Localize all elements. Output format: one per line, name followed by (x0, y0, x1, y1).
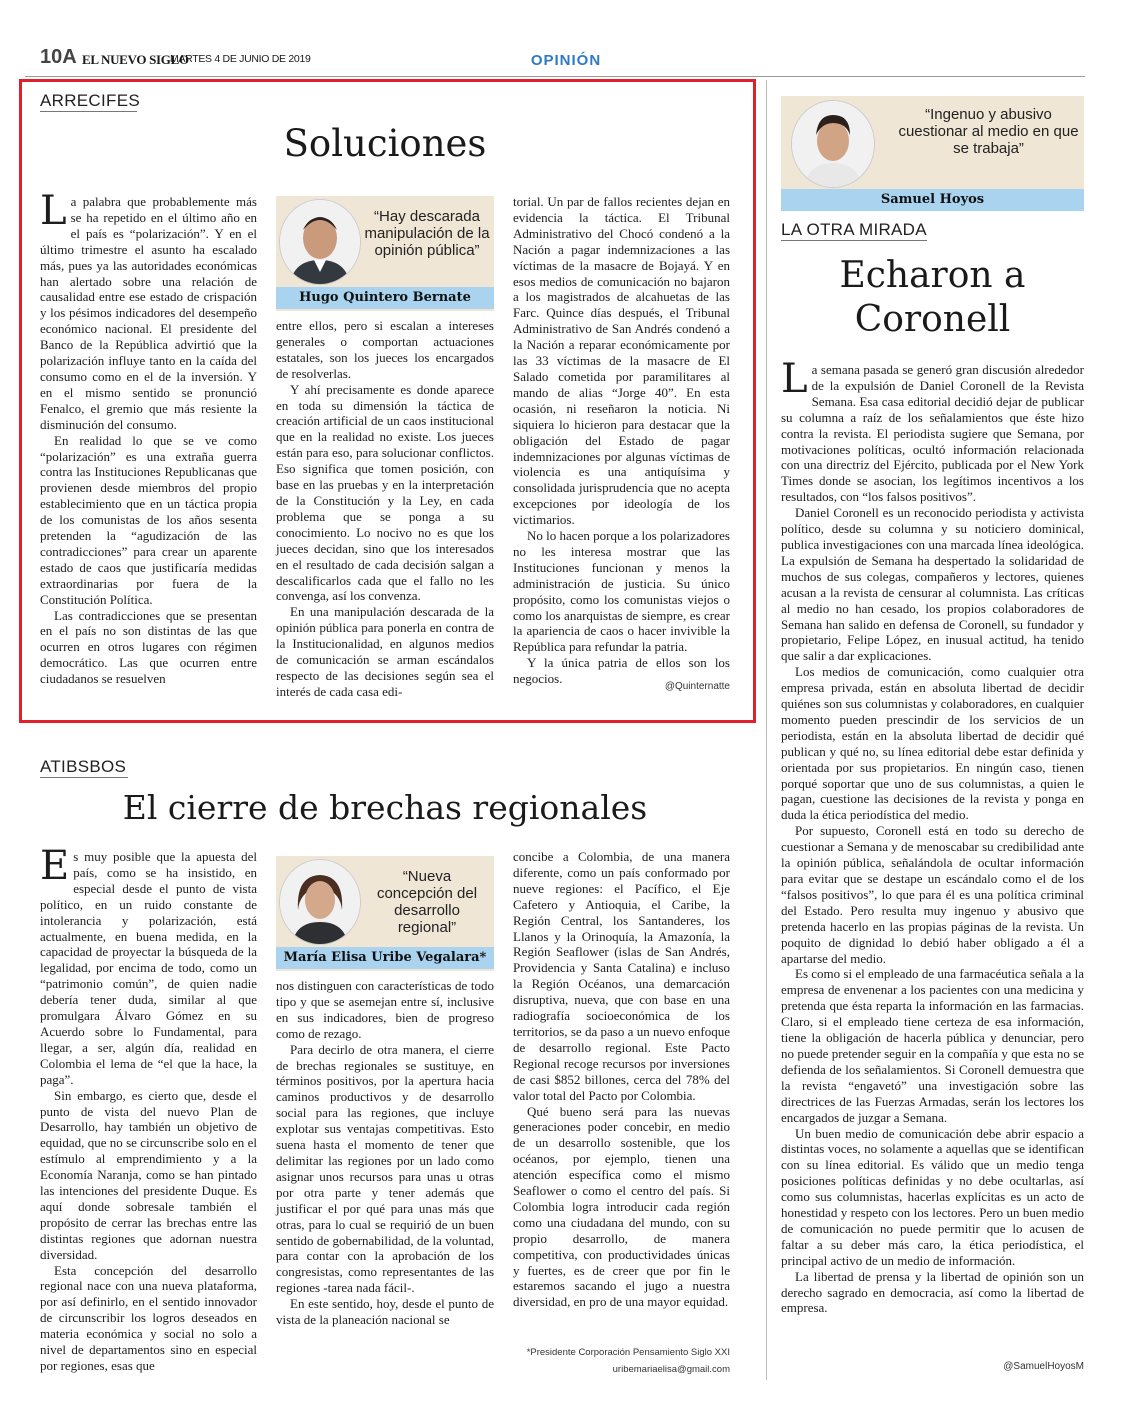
article2-author: María Elisa Uribe Vegalara* (276, 947, 494, 969)
article2-paragraph: Esta concepción del desarrollo regional nace con una nueva plataforma, por así definirlo, en el sentido innovador de circunscribir los logros deseados en materia económica y social no solo a nivel de departamentos sino en especial por regiones, esas que (40, 1262, 257, 1373)
article2-paragraph: s muy posible que la apuesta del país, como se ha insistido, en especial desde el punto de vista político, en un ruido constante de intolerancia y polarización, está actualmente, en buena medida, en la capacidad de proyectar la búsqueda de la legalidad, por encima de todo, como un “patrimonio común”, de quien nadie debería tener duda, similar al que promulgara Álvaro Gómez en su Acuerdo sobre lo Fundamental, para llegar, a ser, algún día, realidad en Colombia el lema de “el que la hace, la paga”. (40, 849, 257, 1087)
article2-paragraph: concibe a Colombia, de una manera diferente, como un país conformado por nueve regiones: el Pacífico, el Eje Cafetero y Antioquia, el Caribe, la Región Central, los Santanderes, los Llanos y la Orinoquía, la Amazonía, la Región Seaflower (islas de San Andrés, Providencia y Santa Catalina) e incluso la Región Océanos, una demarcación disruptiva, nueva, que con base en una radiografía socioeconómica de los territorios, se da paso a un nuevo enfoque de desarrollo regional. Este Pacto Regional recoge recursos por inversiones de casi $852 billones, cerca del 78% del valor total del Pacto por Colombia. (513, 849, 730, 1103)
article3-paragraph: La libertad de prensa y la libertad de opinión son un derecho sagrado en democracia, así como la libertad de empresa. (781, 1268, 1084, 1316)
author-portrait (279, 859, 361, 945)
article3-dropcap: L (781, 356, 808, 402)
article3-pull-quote: “Ingenuo y abusivo cuestionar al medio en que se trabaja” (898, 106, 1079, 157)
article1-paragraph: entre ellos, pero si escalan a intereses generales o comportan actuaciones estatales, son los jueces los encargados de resolverlas. (276, 318, 494, 381)
article3-paragraph: a semana pasada se generó gran discusión alrededor de la expulsión de Daniel Coronell de la Revista Semana. Esa casa editorial decidió dejar de publicar su columna a raíz de los señalamientos que éste hizo contra la revista. El periodista sugiere que Semana, por motivaciones políticas, ocultó información relacionada con una directriz del Ejército, publicada por el New York Times donde se asocian, los legítimos incentivos a los resultados, con “los falsos positivos”. (781, 362, 1084, 505)
article3-paragraph: Por supuesto, Coronell está en todo su derecho de cuestionar a Semana y de menoscabar su credibilidad ante la opinión pública, señalándola de ocultar información para evitar que se destape un escándalo como el de los “falsos positivos”, lo que para él es una política criminal del Estado. Pero resulta muy ingenuo y abusivo que pretenda hacerlo en las propias páginas de la revista. Un poquito de dignidad lo debió haber obligado a él a apartarse del medio. (781, 823, 1084, 966)
paper-name: EL NUEVO SIGLO (82, 52, 189, 67)
article3-handle: @SamuelHoyosM (1003, 1361, 1084, 1372)
author-portrait (279, 199, 361, 285)
article3-paragraph: Es como si el empleado de una farmacéutica señala a la empresa de envenenar a los pacientes con una medicina y pretenda que ésta reparta la información en las farmacias. Claro, si el empleado tiene certeza de esa información, tiene la obligación de hacerla pública y denunciar, pero no puede pretender seguir en la compañía y que esta no se defienda de los señalamientos. Si Coronell demuestra que la revista “engavetó” una investigación sobre las directrices de las Fuerzas Armadas, serán los lectores los encargados de juzgar a Semana. (781, 966, 1084, 1125)
article1-column-3 (513, 194, 730, 687)
article1-paragraph: Las contradicciones que se presentan en el país no son distintas de las que ocurren en otros lugares con régimen democrático. Las que ocurren entre ciudadanos se resuelven (40, 607, 257, 687)
article1-paragraph: Y la única patria de ellos son los negocios. (513, 655, 730, 687)
article3-kicker-rule (781, 240, 927, 241)
article2-kicker-rule (40, 777, 128, 778)
article1-dropcap: L (40, 188, 67, 234)
article2-paragraph: Sin embargo, es cierto que, desde el punto de vista del nuevo Plan de Desarrollo, hay también un objetivo de equidad, que no se circunscribe solo en el estímulo al emprendimiento y a la Economía Naranja, como se han pintado las intenciones del presidente Duque. Es aquí donde sobresale también el propósito de cerrar las brechas entre las distintas regiones que adornan nuestra diversidad. (40, 1087, 257, 1262)
portrait-icon (792, 101, 874, 187)
article2-pull-quote: “Nueva concepción del desarrollo regional” (376, 868, 478, 936)
article1-paragraph: Y ahí precisamente es donde aparece en toda su dimensión la táctica de creación artificial de un caos institucional que en la realidad no existe. Los jueces están para eso, para solucionar conflictos. Eso significa que tomen posición, con base en las pruebas y en la interpretación de la Constitución y la Ley, en cada problema que se ponga a su conocimiento. Lo nocivo no es que los jueces decidan, sino que los interesados en el resultado de cada decisión salgan a descalificarlos cada que el fallo no les convenga, así los convenza. (276, 381, 494, 604)
article3-column (781, 356, 1084, 1316)
article2-paragraph: En este sentido, hoy, desde el punto de vista de la planeación nacional se (276, 1296, 494, 1328)
article2-email: uribemariaelisa@gmail.com (612, 1364, 730, 1375)
article2-paragraph: Qué bueno será para las nuevas generaciones poder concebir, en medio de un desarrollo sostenible, que los océanos, por ejemplo, tienen una atención específica como el mismo Seaflower o como el centro del país. Si Colombia logra introducir cada región como una ciudadana del mundo, con su propio desarrollo, de manera competitiva, con productividades únicas y fuertes, es de creer que por fin le estaremos sacando el jugo a nuestra diversidad, en pro de una mayor equidad. (513, 1103, 730, 1310)
article1-paragraph: a palabra que probablemente más se ha repetido en el último año en el país es “polarización”. Y en el último trimestre el asunto ha escalado más, pues ya las autoridades económicas han alertado sobre una relación de causalidad entre ese estado de crispación y los pésimos indicadores del desempeño económico nacional. El presidente del Banco de la República advirtió que la polarización influye tanto en la caída del consumo como en el de la inversión. Y en el mismo sentido se pronunció Fenalco, el gremio que más resiente la disminución del consumo. (40, 194, 257, 432)
article1-kicker-rule (40, 111, 137, 112)
article2-paragraph: nos distinguen con características de todo tipo y que se asemejan entre sí, inclusive en sus indicadores, bien de progreso como de rezago. (276, 978, 494, 1041)
article1-handle: @Quinternatte (664, 681, 730, 692)
article2-headline: El cierre de brechas regionales (122, 788, 648, 827)
article1-pull-quote: “Hay descarada manipulación de la opinión pública” (364, 208, 490, 259)
article1-column-2 (276, 318, 494, 700)
article2-paragraph: Para decirlo de otra manera, el cierre de brechas regionales se sustituye, en términos positivos, por la apertura hacia caminos productivos y de desarrollo social para las regiones, que incluye explotar sus ventajas competitivas. Esto suena hasta el momento de tener que delimitar las regiones por un lado como asignar unos recursos para unas u otras por otra parte y tener además que justificar el por qué para unas más que otras, para lo cual se requirió de un buen sentido de gobernabilidad, de la voluntad, para contar con la aprobación de los congresistas, como representantes de las regiones -tarea nada fácil-. (276, 1041, 494, 1296)
article3-author: Samuel Hoyos (781, 189, 1084, 211)
article1-paragraph: No lo hacen porque a los polarizadores no les interesa mostrar que las Instituciones funcionan y menos la administración de justicia. Su único propósito, como los comunistas viejos o como los anarquistas de siempre, es crear la apariencia de caos o hacer invivible la República para refundar la patria. (513, 528, 730, 655)
section-title: OPINIÓN (530, 52, 602, 69)
portrait-icon (280, 860, 360, 944)
issue-date: MARTES 4 DE JUNIO DE 2019 (170, 53, 311, 65)
article3-headline-line1: Echaron a (839, 255, 1026, 296)
article2-footnote: *Presidente Corporación Pensamiento Siglo XXI (526, 1347, 730, 1358)
column-divider (766, 80, 767, 1380)
article3-paragraph: Los medios de comunicación, como cualquier otra empresa privada, están en absoluta libertad de decidir quiénes son sus columnistas y colaboradores, en cualquier momento pueden prescindir de los servicios de un periodista, están en la absoluta libertad de decidir qué publican y qué no, su línea editorial debe estar definida y orientada por sus propietarios. En ningún caso, tienen porqué soportar que uno de sus columnistas, a quien le pagan, cuestione las decisiones de la revista y ponga en duda la ética periodística del medio. (781, 664, 1084, 823)
article3-paragraph: Un buen medio de comunicación debe abrir espacio a distintas voces, no solamente a aquellas que se identifican con su línea editorial. Es válido que un medio tenga posiciones políticas definidas y no debe ocultarlas, así como sus columnistas, hacerlas explícitas es un acto de honestidad y respeto con los lectores. Pero un buen medio de comunicación no puede permitir que lo acusen de faltar a su deber más caro, la ética periodística, el principal activo de un medio de información. (781, 1125, 1084, 1268)
article3-headline-line2: Coronell (854, 299, 1011, 340)
article1-column-1 (40, 188, 257, 687)
article2-quote-box (276, 856, 494, 971)
article2-column-1 (40, 843, 257, 1374)
article1-kicker: ARRECIFES (40, 91, 140, 110)
page-number: 10A (40, 46, 77, 68)
article3-quote-box (781, 96, 1084, 210)
article2-dropcap: E (40, 843, 70, 889)
article3-kicker: LA OTRA MIRADA (781, 220, 927, 239)
masthead-rule (25, 76, 1085, 77)
portrait-icon (280, 200, 360, 284)
article1-paragraph: torial. Un par de fallos recientes dejan en evidencia la táctica. El Tribunal Administrativo del Chocó condenó a la Nación a pagar indemnizaciones a las víctimas de la masacre de Bojayá. Y en esos medios de comunicación no bajaron a los magistrados de alcahuetas de las Farc. Quince días después, el Tribunal Administrativo de San Andrés condenó a la Nación a reparar económicamente por las 33 víctimas de la masacre de El Salado cometida por paramilitares al mando de alias “Jorge 40”. En esta ocasión, ni reseñaron la noticia. Ni siquiera lo hicieron para destacar que la obligación del Estado de pagar indemnizaciones por algunas víctimas de violencia es una antiquísima y consolidada jurisprudencia que no acepta excepciones por ideología de los victimarios. (513, 194, 730, 528)
article2-column-2 (276, 978, 494, 1328)
article1-quote-box (276, 196, 494, 311)
article1-author: Hugo Quintero Bernate (276, 287, 494, 309)
article2-kicker: ATIBSBOS (40, 757, 127, 776)
article1-paragraph: En una manipulación descarada de la opinión pública para ponerla en contra de la Institucionalidad, en algunos medios de comunicación se arman escándalos respecto de las decisiones según sea el interés de cada casa edi- (276, 604, 494, 699)
article3-paragraph: Daniel Coronell es un reconocido periodista y activista político, desde su columna y su noticiero dominical, publica investigaciones con una marcada línea ideológica. La expulsión de Semana ha despertado la solidaridad de muchos de sus colegas, compañeros y lectores, quienes acusan a la revista de censurar al columnista. Las críticas al medio no han cesado, los propios colaboradores de Semana han salido en defensa de Coronell, su fundador y propietario, Felipe López, en inusual actitud, ha tenido que salir a dar explicaciones. (781, 505, 1084, 664)
author-portrait (791, 100, 875, 188)
article1-paragraph: En realidad lo que se ve como “polarización” es una extraña guerra contra las Instituciones Republicanas que provienen desde miembros del propio establecimiento que en un táctica propia de los comunistas de los años sesenta pretenden la “agudización de las contradicciones” para crear un aparente estado de caos que justificaría medidas extraordinarias por fuera de la Constitución Política. (40, 432, 257, 607)
article1-headline: Soluciones (283, 122, 487, 165)
article2-column-3 (513, 849, 730, 1310)
